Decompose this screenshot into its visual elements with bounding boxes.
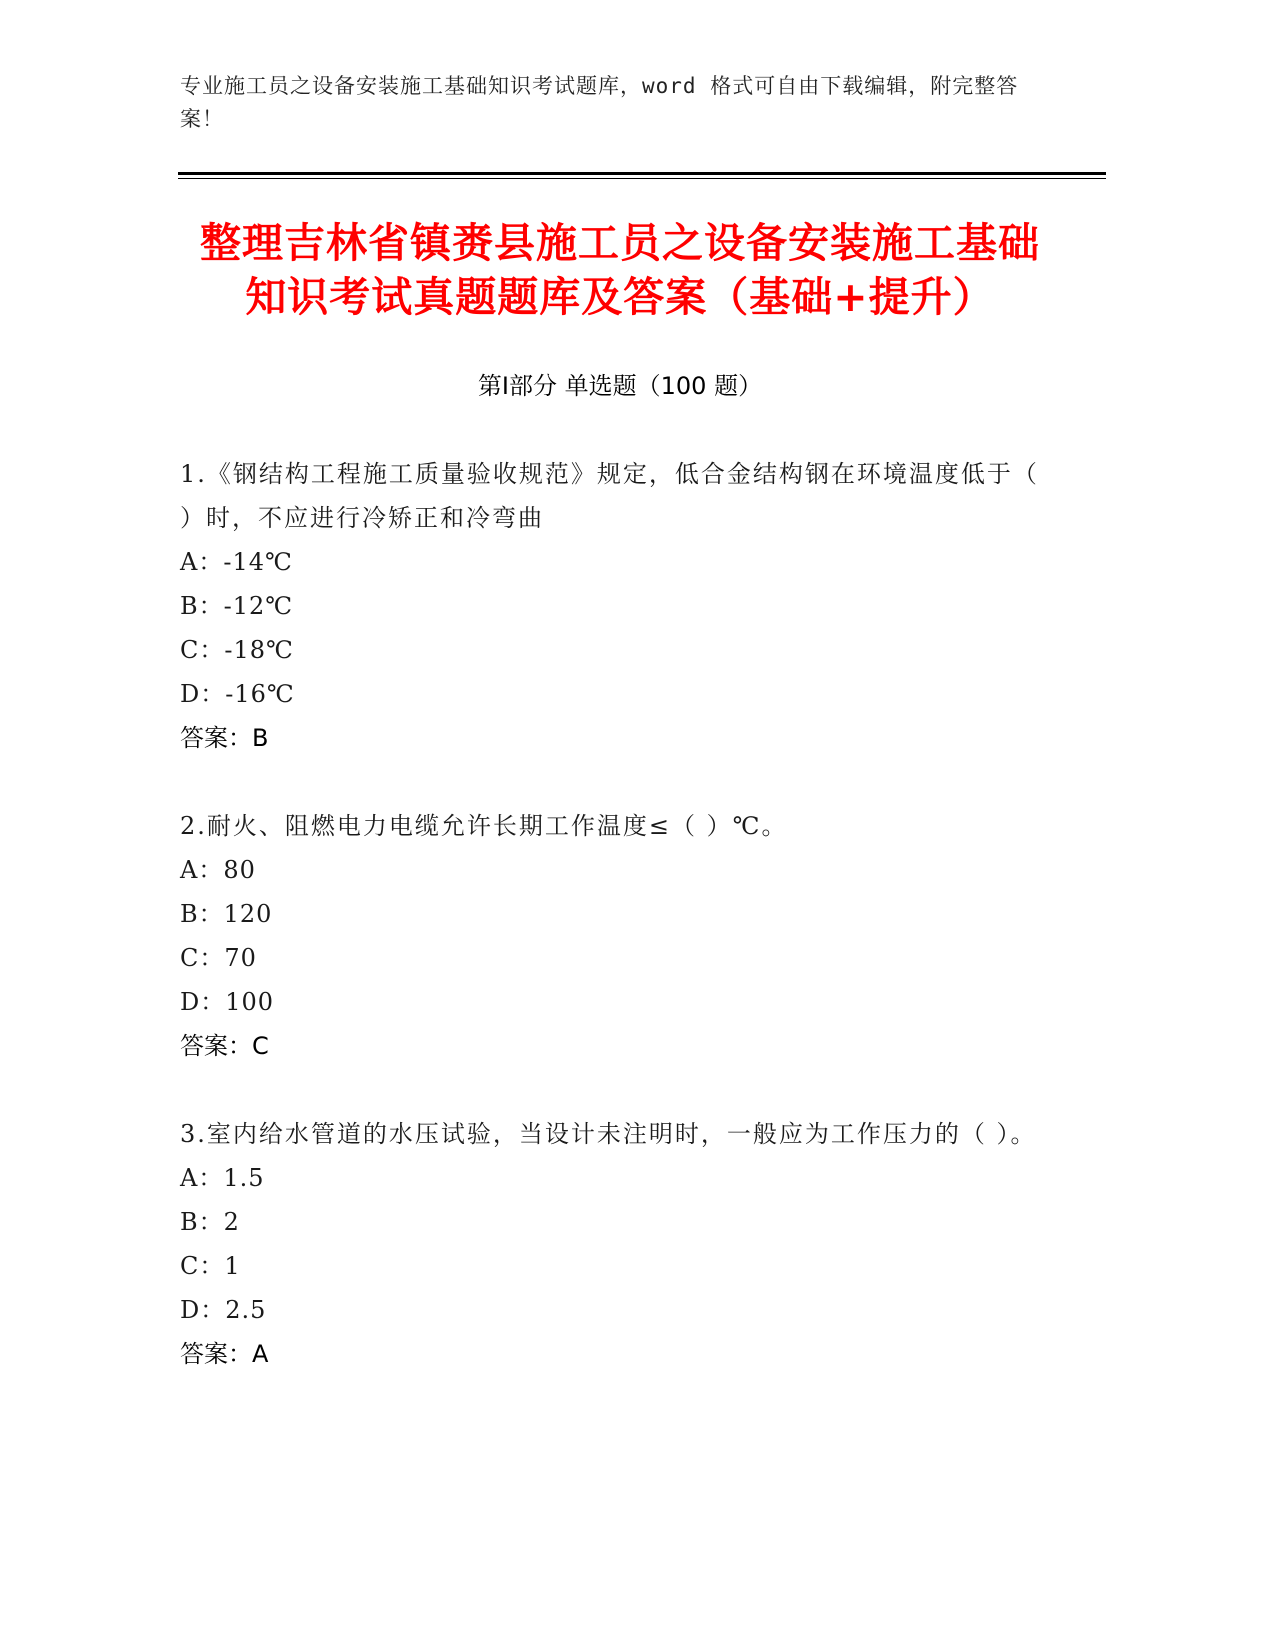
option-c: C：70 [180, 944, 257, 972]
question-stem: 3.室内给水管道的水压试验，当设计未注明时，一般应为工作压力的（ ）。 [180, 1120, 1037, 1148]
option-d: D：100 [180, 988, 275, 1016]
answer: 答案：C [180, 1032, 269, 1060]
option-b: B：120 [180, 900, 273, 928]
question-2 [180, 804, 1040, 1068]
question-1 [180, 452, 1040, 760]
section-title: 第Ⅰ部分 单选题（100 题） [477, 372, 763, 400]
document-title: 整理吉林省镇赉县施工员之设备安装施工基础知识考试真题题库及答案（基础+提升） [200, 219, 1040, 321]
option-a: A：-14℃ [180, 548, 293, 576]
option-c: C：1 [180, 1252, 241, 1280]
header-note: 专业施工员之设备安装施工基础知识考试题库，word 格式可自由下载编辑，附完整答案！ [180, 74, 1019, 131]
option-b: B：-12℃ [180, 592, 294, 620]
option-d: D：-16℃ [180, 680, 295, 708]
header-rule-thick [178, 172, 1106, 175]
option-a: A：80 [180, 856, 256, 884]
answer: 答案：A [180, 1340, 269, 1368]
header-rule-thin [178, 178, 1106, 179]
question-stem: 1.《钢结构工程施工质量验收规范》规定，低合金结构钢在环境温度低于（ ）时，不应进行冷矫正和冷弯曲 [180, 460, 1039, 532]
question-list [180, 452, 1040, 1420]
question-stem: 2.耐火、阻燃电力电缆允许长期工作温度≤（ ）℃。 [180, 812, 788, 840]
question-3 [180, 1112, 1040, 1376]
option-d: D：2.5 [180, 1296, 267, 1324]
option-b: B：2 [180, 1208, 240, 1236]
option-c: C：-18℃ [180, 636, 294, 664]
answer: 答案：B [180, 724, 269, 752]
option-a: A：1.5 [180, 1164, 265, 1192]
